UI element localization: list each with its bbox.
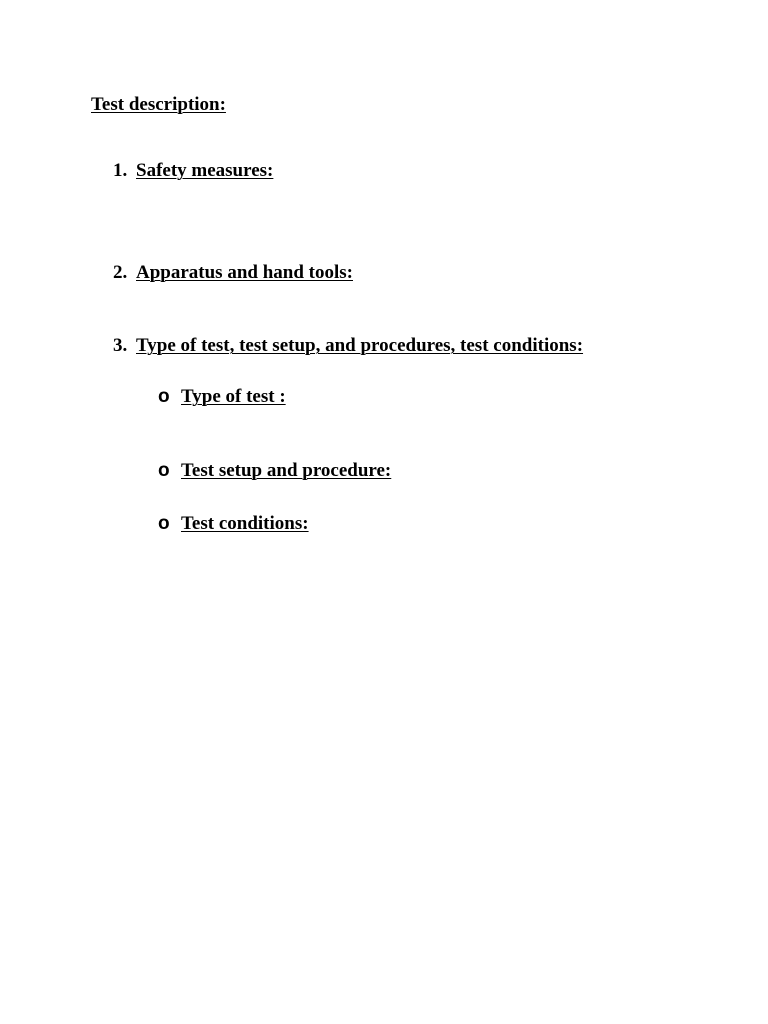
section-item-apparatus: [113, 262, 353, 284]
heading-text: Test description:: [91, 94, 226, 115]
bullet-marker: o: [158, 386, 170, 407]
subsection-title: Type of test :: [181, 386, 286, 407]
subsection-item-setup-procedure: [158, 460, 391, 482]
subsection-item-type-of-test: [158, 386, 286, 408]
section-title: Type of test, test setup, and procedures, test conditions:: [136, 335, 584, 356]
bullet-marker: o: [158, 460, 170, 481]
bullet-marker: o: [158, 513, 170, 534]
section-item-test-setup: [113, 335, 583, 357]
section-number: 1.: [113, 160, 128, 181]
subsection-item-test-conditions: [158, 513, 309, 535]
section-number: 3.: [113, 335, 128, 356]
subsection-title: Test setup and procedure:: [181, 460, 392, 481]
section-title: Apparatus and hand tools:: [136, 262, 353, 283]
section-number: 2.: [113, 262, 128, 283]
document-heading: [91, 94, 226, 116]
section-item-safety-measures: [113, 160, 273, 182]
section-title: Safety measures:: [136, 160, 274, 181]
subsection-title: Test conditions:: [181, 513, 309, 534]
